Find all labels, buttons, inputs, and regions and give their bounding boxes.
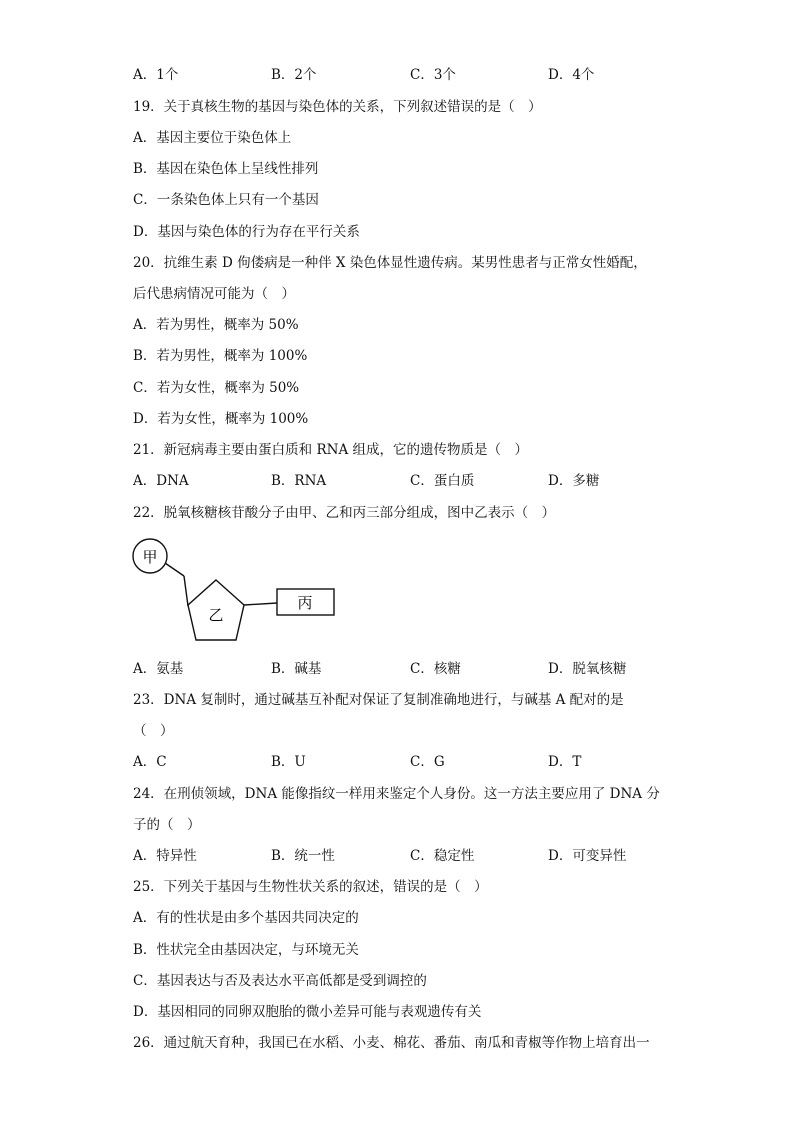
nucleotide-diagram	[128, 534, 343, 646]
q24-option-d: D．可变异性	[548, 848, 627, 864]
q21-option-a: A．DNA	[133, 473, 189, 489]
bond-phosphate-sugar-2	[184, 576, 188, 606]
bond-sugar-base	[244, 603, 277, 605]
q25-option-d: D．基因相同的同卵双胞胎的微小差异可能与表观遗传有关	[133, 1004, 482, 1020]
q21-option-d: D．多糖	[548, 473, 600, 489]
q20-stem-line1: 20．抗维生素 D 佝偻病是一种伴 X 染色体显性遗传病。某男性患者与正常女性婚配，	[133, 255, 647, 271]
q24-option-b: B．统一性	[271, 848, 335, 864]
q25-stem: 25．下列关于基因与生物性状关系的叙述，错误的是（ ）	[133, 879, 488, 895]
deoxyribose-label: 乙	[208, 606, 224, 624]
q21-stem: 21．新冠病毒主要由蛋白质和 RNA 组成，它的遗传物质是（ ）	[133, 442, 528, 458]
q25-option-c: C．基因表达与否及表达水平高低都是受到调控的	[133, 973, 427, 989]
q24-option-c: C．稳定性	[410, 848, 475, 864]
q18-option-b: B．2个	[271, 67, 317, 83]
q19-option-b: B．基因在染色体上呈线性排列	[133, 161, 319, 177]
q24-stem-line1: 24．在刑侦领域，DNA 能像指纹一样用来鉴定个人身份。这一方法主要应用了 DNA 分	[133, 786, 660, 802]
q22-stem: 22．脱氧核糖核苷酸分子由甲、乙和丙三部分组成，图中乙表示（ ）	[133, 505, 556, 521]
q19-option-d: D．基因与染色体的行为存在平行关系	[133, 224, 360, 240]
q25-option-a: A．有的性状是由多个基因共同决定的	[133, 910, 359, 926]
q23-option-d: D．T	[548, 754, 582, 770]
q20-stem-line2: 后代患病情况可能为（ ）	[133, 286, 295, 302]
q24-option-a: A．特异性	[133, 848, 197, 864]
q21-option-b: B．RNA	[271, 473, 327, 489]
q22-option-d: D．脱氧核糖	[548, 661, 627, 677]
q18-option-c: C．3个	[410, 67, 456, 83]
q21-option-c: C．蛋白质	[410, 473, 475, 489]
q23-option-c: C．G	[410, 754, 445, 770]
q23-stem-line2: （ ）	[133, 723, 174, 739]
q19-stem: 19．关于真核生物的基因与染色体的关系，下列叙述错误的是（ ）	[133, 99, 542, 115]
q22-option-b: B．碱基	[271, 661, 322, 677]
q23-option-b: B．U	[271, 754, 306, 770]
q19-option-c: C．一条染色体上只有一个基因	[133, 192, 319, 208]
q20-option-b: B．若为男性，概率为 100%	[133, 348, 308, 364]
q24-stem-line2: 子的（ ）	[133, 817, 201, 833]
q20-option-a: A．若为男性，概率为 50%	[133, 317, 299, 333]
bond-phosphate-sugar-1	[165, 563, 184, 576]
q18-option-a: A．1个	[133, 67, 179, 83]
phosphate-label: 甲	[142, 548, 158, 566]
q23-stem-line1: 23．DNA 复制时，通过碱基互补配对保证了复制准确地进行，与碱基 A 配对的是	[133, 692, 624, 708]
q26-stem-line1: 26．通过航天育种，我国已在水稻、小麦、棉花、番茄、南瓜和青椒等作物上培育出一	[133, 1035, 650, 1051]
q22-option-a: A．氨基	[133, 661, 184, 677]
q20-option-d: D．若为女性，概率为 100%	[133, 411, 309, 427]
q18-option-d: D．4个	[548, 67, 595, 83]
q25-option-b: B．性状完全由基因决定，与环境无关	[133, 942, 359, 958]
q19-option-a: A．基因主要位于染色体上	[133, 130, 292, 146]
q22-option-c: C．核糖	[410, 661, 461, 677]
base-label: 丙	[297, 594, 313, 612]
q23-option-a: A．C	[133, 754, 167, 770]
q20-option-c: C．若为女性，概率为 50%	[133, 380, 300, 396]
